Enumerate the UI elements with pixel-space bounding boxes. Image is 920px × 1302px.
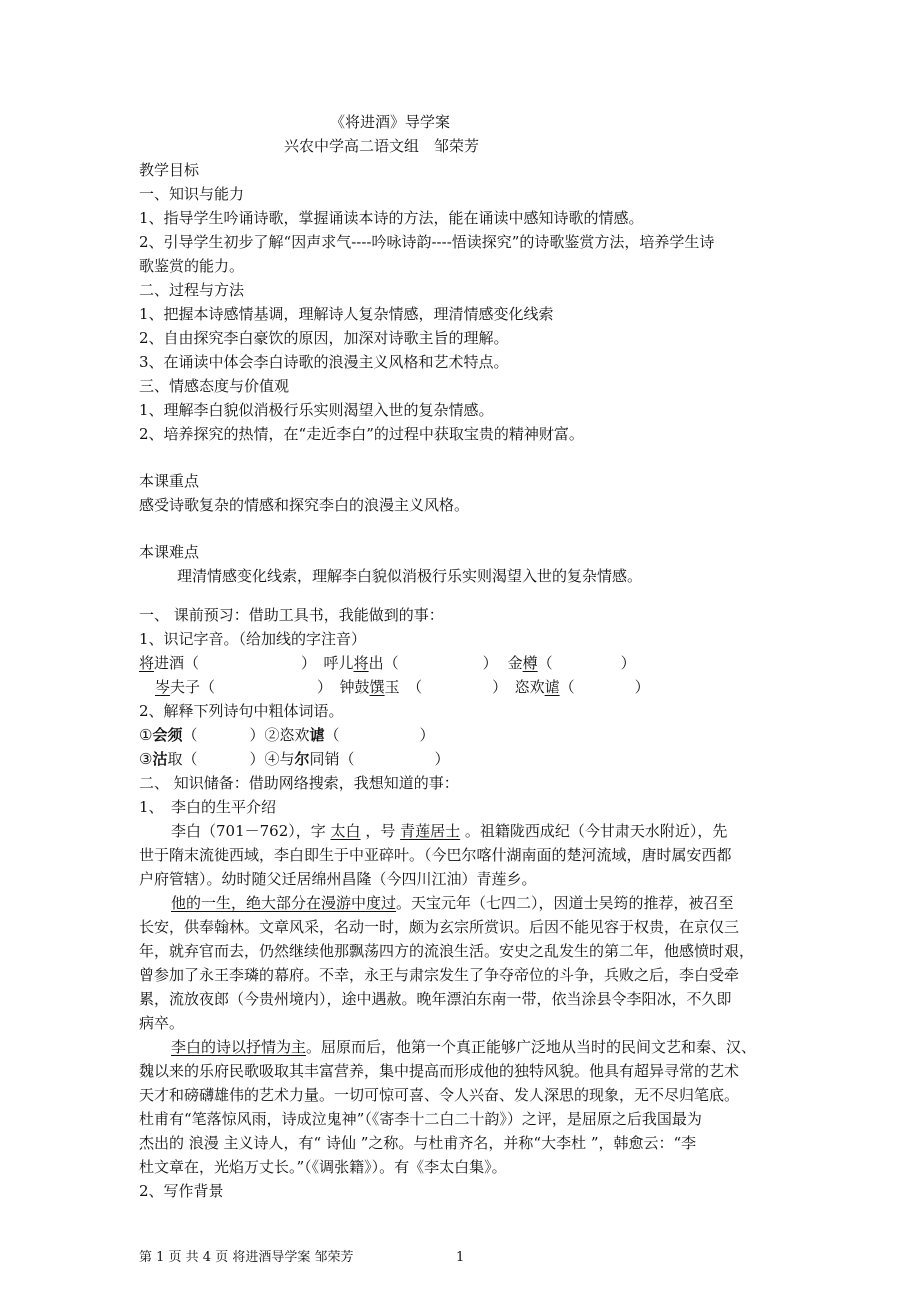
key-point-text: 感受诗歌复杂的情感和探究李白的浪漫主义风格。 — [139, 496, 470, 514]
bio-p1-line-1: 李白（701－762），字 太白 ，号 青莲居士 。祖籍陇西成纪（今甘肃天水附近），先 — [171, 822, 728, 840]
bio-p3-line-6: 杜文章在，光焰万丈长。”（《调张籍》）。有《李太白集》。 — [139, 1158, 507, 1176]
bold-word: 谑 — [309, 726, 325, 744]
key-point-heading: 本课重点 — [139, 472, 200, 490]
underlined-phrase: 李白的诗以抒情为主 — [171, 1038, 307, 1056]
bio-p3-line-5: 杰出的 浪漫 主义诗人，有“ 诗仙 ”之称。与杜甫齐名，并称“大李杜 ”，韩愈云：“李 — [139, 1134, 697, 1152]
art-name: 青莲居士 — [400, 822, 461, 840]
pinyin-row-1: 将进酒（ ） 呼儿将出（ ） 金樽（ ） — [139, 654, 636, 672]
underlined-char: 樽 — [522, 654, 538, 672]
underlined-char: 谑 — [544, 678, 560, 696]
pinyin-row-2: 岑夫子（ ） 钟鼓馔玉 （ ） 恣欢谑（ ） — [155, 678, 650, 696]
page-footer: 第 1 页 共 4 页 将进酒导学案 邹荣芳 — [139, 1250, 354, 1265]
knowledge-item-2-line-1: 2、引导学生初步了解“因声求气----吟咏诗韵----悟读探究”的诗歌鉴赏方法，培养学生诗 — [139, 233, 715, 251]
bio-p3-line-4: 杜甫有“笔落惊风雨，诗成泣鬼神”（《寄李十二白二十韵》）之评，是屈原之后我国最为 — [139, 1110, 702, 1128]
underlined-char: 将 — [139, 654, 155, 672]
underlined-char: 岑 — [155, 678, 171, 696]
biography-subtitle: 1、 李白的生平介绍 — [139, 798, 277, 816]
knowledge-item-2-line-2: 歌鉴赏的能力。 — [139, 257, 245, 275]
vocab-row-1: ①会须（ ）②恣欢谑（ ） — [139, 726, 435, 744]
underlined-char: 馔 — [369, 678, 385, 696]
bio-p2-line-1: 他的一生，绝大部分在漫游中度过。天宝元年（七四二），因道士吴筠的推荐，被召至 — [171, 894, 734, 912]
process-item-1: 1、把握本诗感情基调，理解诗人复杂情感，理清情感变化线索 — [139, 305, 554, 323]
bold-word: 尔 — [294, 750, 310, 768]
difficulty-text: 理清情感变化线索，理解李白貌似消极行乐实则渴望入世的复杂情感。 — [177, 567, 643, 585]
section-emotion-title: 三、情感态度与价值观 — [139, 377, 290, 395]
process-item-3: 3、在诵读中体会李白诗歌的浪漫主义风格和艺术特点。 — [139, 353, 509, 371]
courtesy-name: 太白 — [330, 822, 361, 840]
bio-p1-line-2: 世于隋末流徙西域，李白即生于中亚碎叶。（今巴尔喀什湖南面的楚河流域，唐时属安西都 — [139, 846, 732, 864]
difficulty-heading: 本课难点 — [139, 543, 200, 561]
bio-p1-line-3: 户府管辖）。幼时随父迁居绵州昌隆（今四川江油）青莲乡。 — [139, 870, 537, 888]
bio-p2-line-6: 病卒。 — [139, 1014, 185, 1032]
objectives-heading: 教学目标 — [139, 161, 200, 179]
bio-p2-line-4: 曾参加了永王李璘的幕府。不幸，永王与肃宗发生了争夺帝位的斗争，兵败之后，李白受牵 — [139, 966, 740, 984]
section-process-title: 二、过程与方法 — [139, 281, 245, 299]
bio-p3-line-3: 天才和磅礴雄伟的艺术力量。一切可惊可喜、令人兴奋、发人深思的现象，无不尽归笔底。 — [139, 1086, 740, 1104]
author-line: 兴农中学高二语文组 邹荣芳 — [284, 137, 480, 155]
underlined-phrase: 他的一生，绝大部分在漫游中度过 — [171, 894, 397, 912]
preview-q1-title: 1、识记字音。（给加线的字注音） — [139, 630, 367, 648]
bio-p3-line-2: 魏以来的乐府民歌吸取其丰富营养，集中提高而形成他的独特风貌。他具有超异寻常的艺术 — [139, 1062, 740, 1080]
emotion-item-1: 1、理解李白貌似消极行乐实则渴望入世的复杂情感。 — [139, 401, 494, 419]
bio-p2-line-3: 年，就弃官而去，仍然继续他那飘荡四方的流浪生活。安史之乱发生的第二年，他感愤时艰， — [139, 942, 755, 960]
background-subtitle: 2、写作背景 — [139, 1182, 224, 1200]
preview-title: 一、 课前预习：借助工具书，我能做到的事： — [139, 606, 444, 624]
bio-p3-line-1: 李白的诗以抒情为主。屈原而后，他第一个真正能够广泛地从当时的民间文艺和秦、汉、 — [171, 1038, 757, 1056]
bold-word: 会须 — [152, 726, 183, 744]
knowledge-item-1: 1、指导学生吟诵诗歌，掌握诵读本诗的方法，能在诵读中感知诗歌的情感。 — [139, 209, 644, 227]
page-number: 1 — [456, 1250, 465, 1265]
preview-q2-title: 2、解释下列诗句中粗体词语。 — [139, 702, 344, 720]
bio-p2-line-2: 长安，供奉翰林。文章风采，名动一时，颇为玄宗所赏识。后因不能见容于权贵，在京仅三 — [139, 918, 740, 936]
emotion-item-2: 2、培养探究的热情，在“走近李白”的过程中获取宝贵的精神财富。 — [139, 425, 584, 443]
vocab-row-2: ③沽取（ ）④与尔同销（ ） — [139, 750, 450, 768]
bio-p2-line-5: 累，流放夜郎（今贵州境内），途中遇赦。晚年漂泊东南一带，依当涂县令李阳冰，不久即 — [139, 990, 732, 1008]
knowledge-reserve-title: 二、 知识储备：借助网络搜索，我想知道的事： — [139, 774, 459, 792]
underlined-char: 将 — [353, 654, 369, 672]
bold-word: 沽 — [152, 750, 168, 768]
section-knowledge-title: 一、知识与能力 — [139, 185, 245, 203]
document-title: 《将进酒》导学案 — [330, 113, 451, 131]
process-item-2: 2、自由探究李白豪饮的原因，加深对诗歌主旨的理解。 — [139, 329, 509, 347]
